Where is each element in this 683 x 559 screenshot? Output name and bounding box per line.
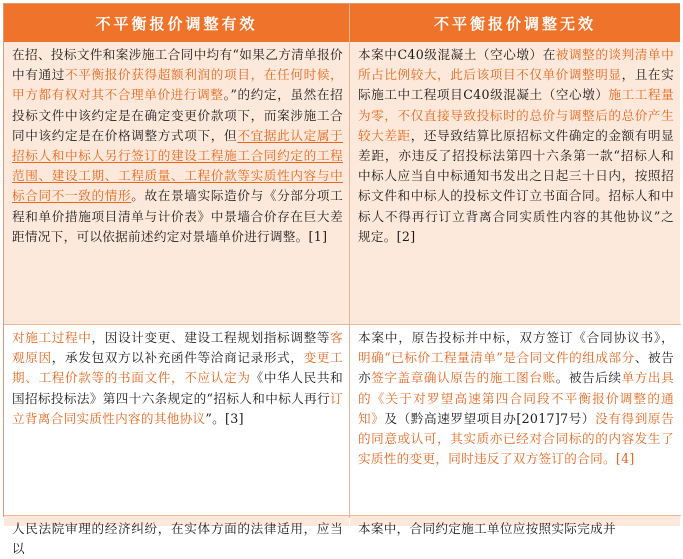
- highlighted-text: 明确“已标价工程量清单”是合同文件的组成部分: [358, 350, 635, 366]
- text: 。”的约定，虽然在招投标文件中该约定是在确定变更价款项下，而案涉施工合同中该约定是在价格调整方式项下，但: [12, 87, 343, 143]
- text: ，因设计变更、建设工程规划指标调整等: [91, 330, 331, 345]
- row-divider: [4, 515, 681, 516]
- header-invalid: 不平衡报价调整无效: [350, 4, 680, 42]
- cell-valid-case-3: [4, 325, 349, 515]
- column-divider: [349, 4, 350, 518]
- text: 在招、投标文件和案涉施工合同中均有“如果乙方清单报价中有通过: [12, 47, 343, 83]
- text: 。故在景墙实际造价与《分部分项工程和单价措施项目清单与计价表》中景墙合价存在巨大差距情况下，可以依据前述约定对景墙单价进行调整。[1]: [12, 188, 343, 244]
- header-valid: 不平衡报价调整有效: [4, 4, 349, 42]
- highlighted-text: 对施工过程中: [12, 330, 92, 345]
- text: 本案中C40级混凝土（空心墩）在: [358, 47, 556, 62]
- text: 人民法院审理的经济纠纷，在实体方面的法律适用，应当以: [12, 521, 343, 557]
- cell-valid-case-5-partial: [4, 516, 349, 557]
- cell-invalid-case-6-partial: [350, 516, 680, 536]
- text: 本案中，原告投标并中标，双方签订《合同协议书》，: [358, 330, 674, 345]
- highlighted-text: 变更工期、工程价款等的书面文件，不应认定为: [12, 350, 343, 386]
- highlighted-text: 施工工程量为零，不仅直接导致投标时的总价与调整后的总价产生较大差距: [358, 87, 675, 143]
- highlighted-text: 单方出具的《关于对罗望高速第四合同段不平衡报价调整的通知》: [358, 370, 675, 426]
- cell-invalid-case-2: [350, 42, 680, 324]
- highlighted-text: 被调整的谈判清单中所占比例较大，此后该项目不仅单价调整明显: [358, 47, 674, 83]
- text: 、被告亦: [358, 350, 674, 386]
- highlighted-text: 没有得到原告的同意或认可，其实质亦已经对合同标的的内容发生了实质性的变更，同时违反了双方签订的合同。[4]: [358, 410, 674, 467]
- highlighted-text: 客观原因: [12, 330, 343, 366]
- row-divider: [4, 324, 681, 325]
- cell-invalid-case-4: [350, 325, 680, 515]
- text: 及（黔高速罗望项目办[2017]7号）: [384, 410, 596, 426]
- text: ，且在实际施工中工程项目C40级混凝土（空心墩）: [358, 67, 675, 103]
- underlined-highlight: 不宜据此认定属于招标人和中标人另行签订的建设工程施工合同约定的工程范围、建设工期、工程质量、工程价款等实质性内容与中标合同不一致的情形: [12, 127, 343, 204]
- highlighted-text: 不平衡报价获得超额利润的项目，在任何时候，甲方都有权对其不合理单价进行调整: [12, 67, 343, 103]
- text: ，还导致结算比原招标文件确定的金额有明显差距，亦违反了招投标法第四十六条第一款“招标人和中标人应当自中标通知书发出之日起三十日内，按照招标文件和中标人的投标文件订立书面合同。招标人和中标人不得再行订立背离合同实质性内容的其他协议”之规定。[2]: [358, 127, 675, 244]
- text: ”。[3]: [205, 410, 244, 426]
- text: 。被告后续: [555, 370, 622, 386]
- comparison-table: [3, 3, 680, 557]
- text: ，承发包双方以补充函件等洽商记录形式，: [51, 350, 304, 366]
- cell-valid-case-1: [4, 42, 349, 324]
- text: 《中华人民共和国招标投标法》第四十六条规定的“招标人和中标人再行: [12, 370, 343, 406]
- highlighted-text: 订立背离合同实质性内容的其他协议: [12, 390, 343, 426]
- text: 本案中，合同约定施工单位应按照实际完成并: [358, 521, 616, 536]
- highlighted-text: 签字盖章确认原告的施工图台账: [371, 370, 556, 386]
